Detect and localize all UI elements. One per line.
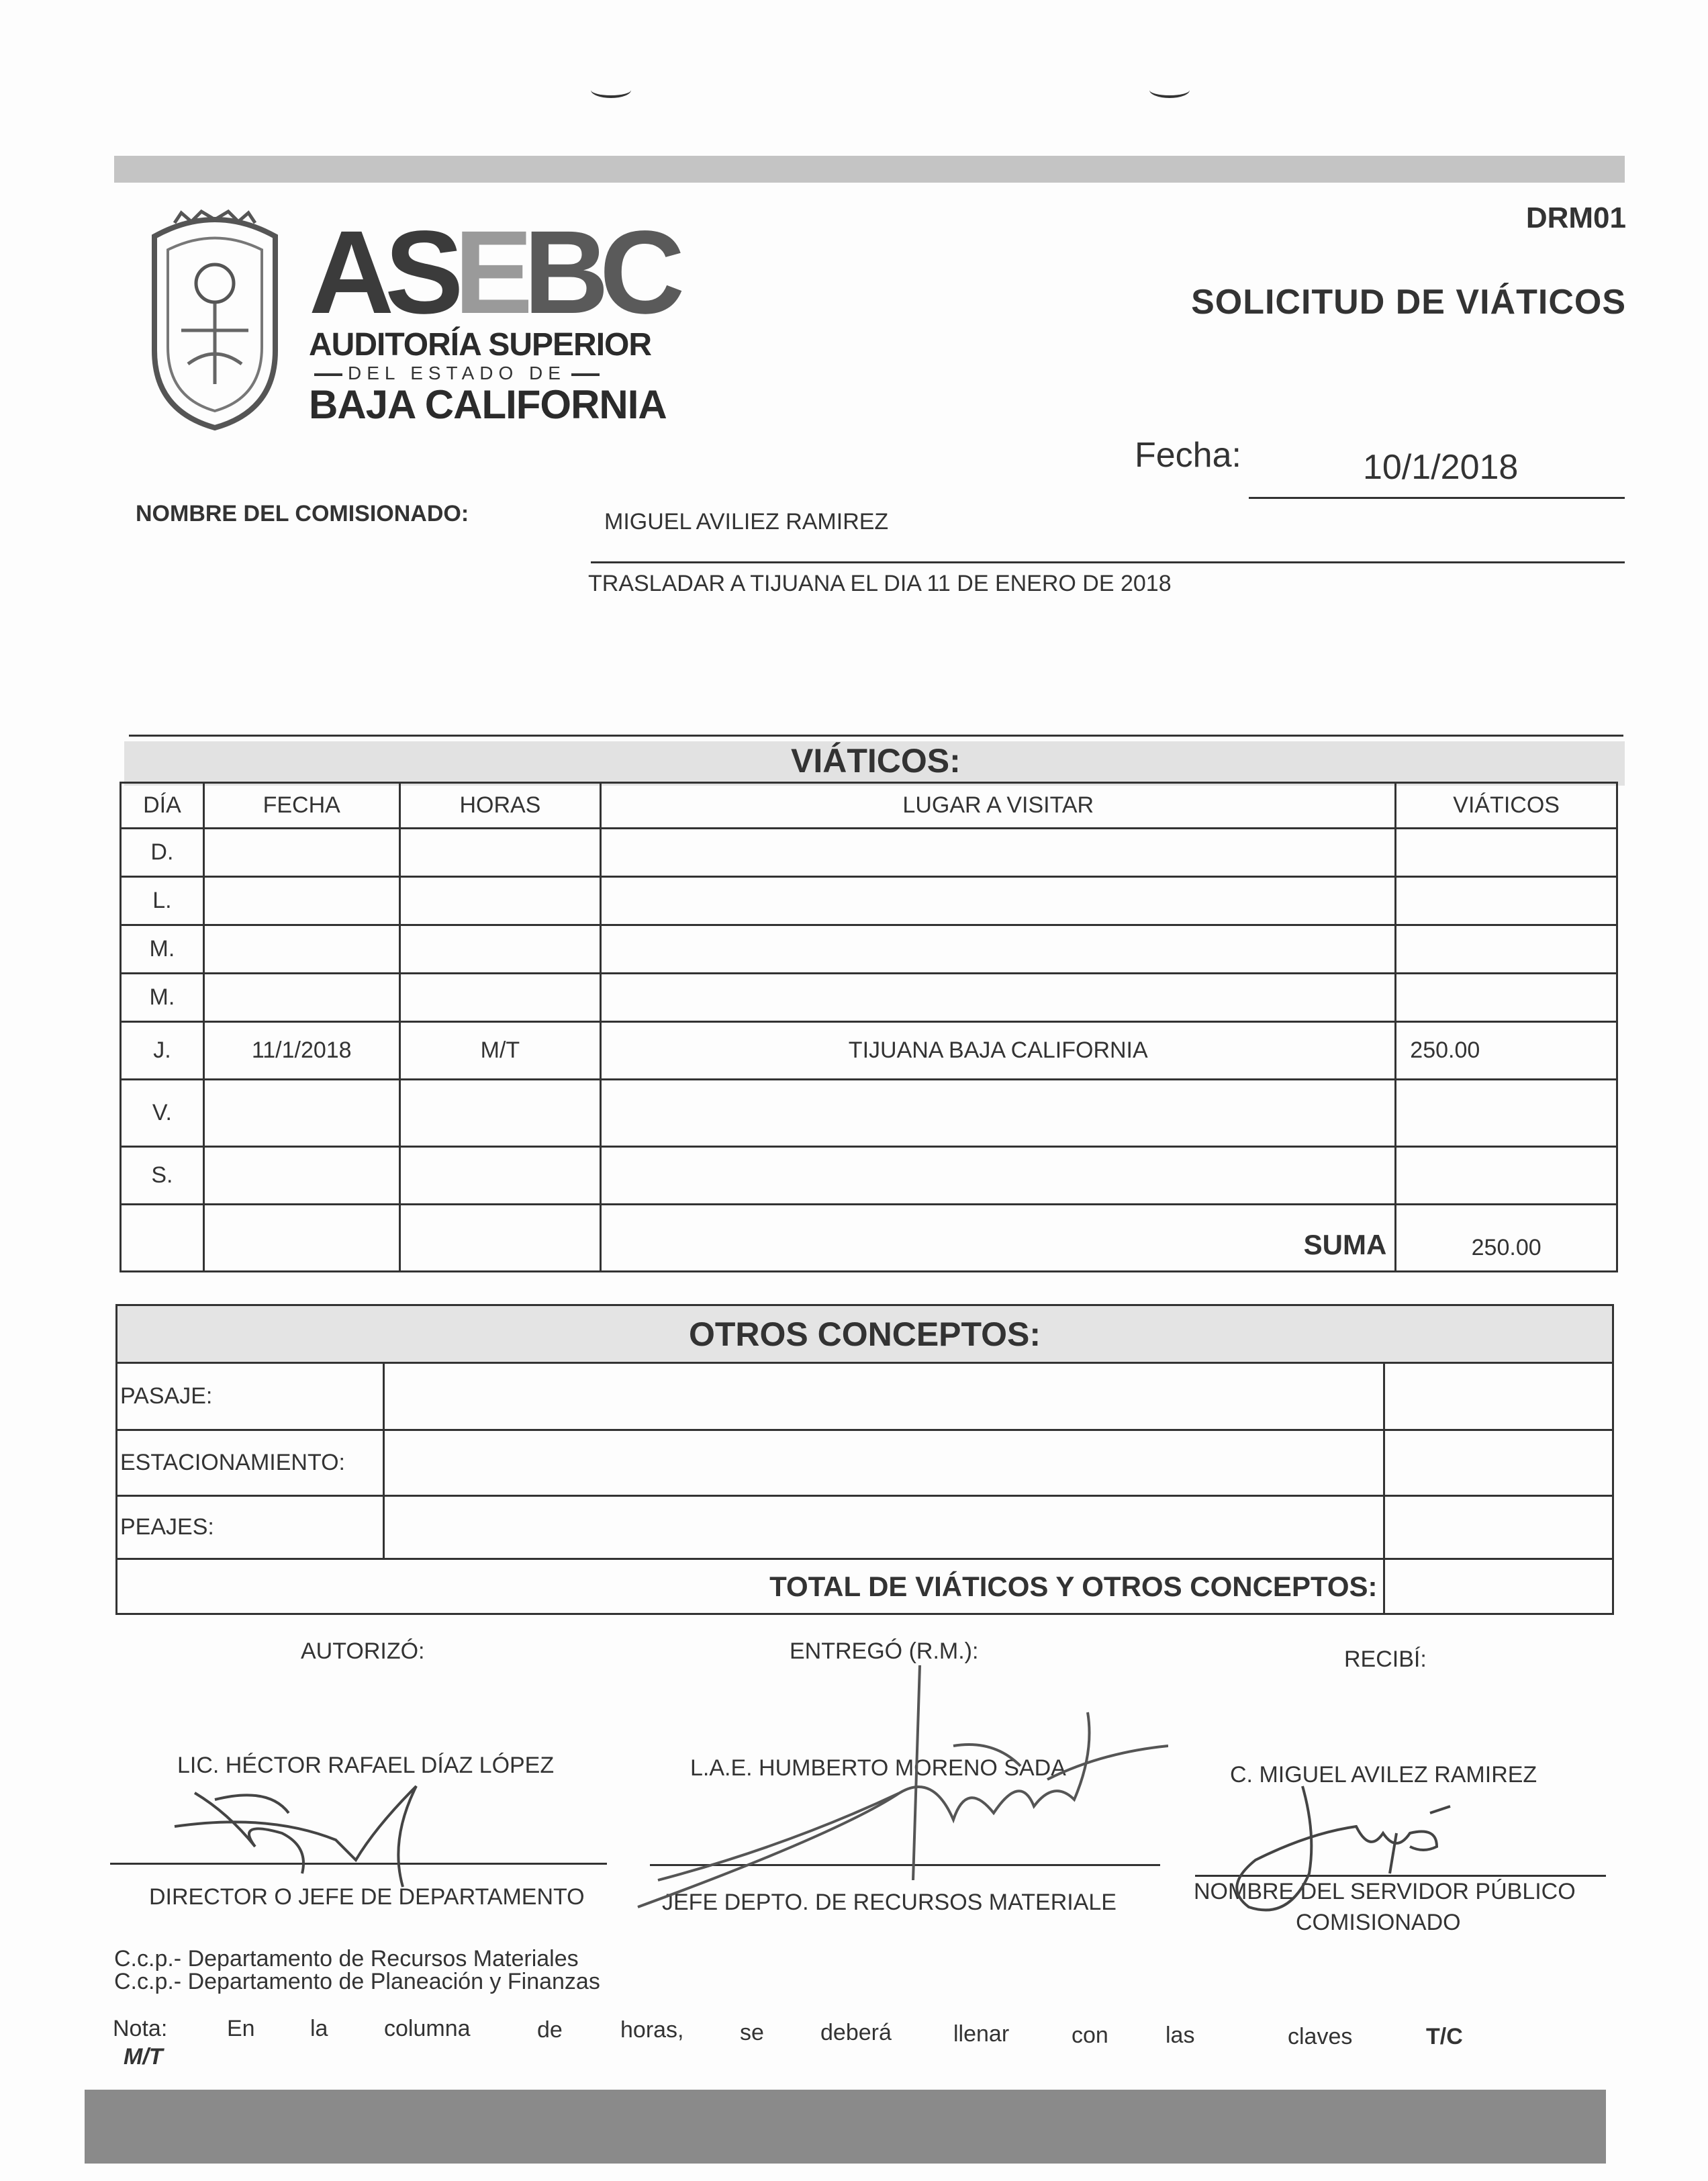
cell-lugar[interactable] [601,974,1396,1022]
cell-fecha[interactable] [203,877,399,925]
cell-horas[interactable] [399,1080,601,1147]
signature-autorizo-icon [134,1773,457,1894]
signature-recibi-icon [1208,1773,1517,1941]
nota-word: claves [1288,2024,1353,2049]
cell-horas[interactable] [399,974,601,1022]
recibi-name: C. MIGUEL AVILEZ RAMIREZ [1230,1762,1537,1788]
col-viaticos: VIÁTICOS [1396,783,1617,829]
cell-dia: D. [121,829,204,877]
viaticos-title: VIÁTICOS: [791,742,961,780]
comisionado-label: NOMBRE DEL COMISIONADO: [136,501,469,526]
table-row [117,1363,1613,1430]
punch-hole-left [591,82,631,98]
nota-word: llenar [953,2021,1010,2047]
total-label: TOTAL DE VIÁTICOS Y OTROS CONCEPTOS: [117,1559,1384,1614]
comisionado-value[interactable]: MIGUEL AVILIEZ RAMIREZ [604,509,889,535]
otros-detail[interactable] [383,1496,1384,1559]
entrego-caption: ENTREGÓ (R.M.): [790,1638,979,1664]
autorizo-caption: AUTORIZÓ: [301,1638,425,1664]
cell-viaticos[interactable]: 250.00 [1396,1022,1617,1080]
table-row [121,1147,1617,1205]
otros-label: PEAJES: [117,1496,384,1559]
separator-line [129,735,1623,737]
cell-dia: M. [121,974,204,1022]
ccp-line-2: C.c.p.- Departamento de Planeación y Finanzas [114,1969,600,1994]
col-fecha: FECHA [203,783,399,829]
cell-fecha[interactable] [203,829,399,877]
col-lugar: LUGAR A VISITAR [601,783,1396,829]
nota-key-tc: T/C [1426,2024,1463,2049]
cell-dia: V. [121,1080,204,1147]
cell-fecha[interactable] [203,1080,399,1147]
otros-detail[interactable] [383,1363,1384,1430]
table-row [121,1022,1617,1080]
recibi-caption: RECIBÍ: [1344,1646,1427,1672]
table-row [121,974,1617,1022]
logo-line-1: AUDITORÍA SUPERIOR [309,327,652,363]
cell-horas[interactable] [399,925,601,974]
cell-fecha[interactable] [203,925,399,974]
nota-word: columna [384,2016,471,2041]
entrego-role: JEFE DEPTO. DE RECURSOS MATERIALE [662,1890,1117,1915]
nota-word: En [227,2016,255,2041]
cell-viaticos[interactable] [1396,1080,1617,1147]
nota-word: con [1072,2023,1108,2048]
viaticos-header-row [121,783,1617,829]
nota-word: se [740,2020,764,2045]
logo-line-3: BAJA CALIFORNIA [309,382,667,427]
logo-line-2: DEL ESTADO DE [309,363,605,384]
autorizo-role: DIRECTOR O JEFE DE DEPARTAMENTO [149,1884,585,1910]
form-code: DRM01 [1525,201,1626,234]
cell-horas[interactable] [399,1147,601,1205]
table-row [117,1430,1613,1496]
otros-value[interactable] [1384,1496,1613,1559]
fecha-value[interactable]: 10/1/2018 [1363,448,1519,487]
cell-lugar[interactable] [601,1147,1396,1205]
viaticos-table [120,782,1618,1272]
cell-lugar[interactable] [601,1080,1396,1147]
logo-acronym: ASEBC [309,207,676,338]
cell-dia: S. [121,1147,204,1205]
cell-fecha[interactable]: 11/1/2018 [203,1022,399,1080]
table-row [121,925,1617,974]
cell-fecha[interactable] [203,974,399,1022]
nota-word: deberá [820,2020,892,2045]
nota-word: de [537,2017,563,2043]
cell-viaticos[interactable] [1396,1147,1617,1205]
entrego-name: L.A.E. HUMBERTO MORENO SADA [690,1755,1066,1781]
cell-lugar[interactable] [601,925,1396,974]
top-gray-bar [114,156,1625,183]
state-seal-icon [141,210,289,431]
cell-dia: M. [121,925,204,974]
suma-value[interactable]: 250.00 [1396,1205,1617,1272]
otros-table [115,1304,1614,1615]
cell-lugar[interactable] [601,829,1396,877]
cell-dia: L. [121,877,204,925]
cell-lugar[interactable] [601,877,1396,925]
cell-viaticos[interactable] [1396,925,1617,974]
nota-word: la [310,2016,328,2041]
bottom-gray-bar [85,2090,1606,2164]
cell-horas[interactable] [399,877,601,925]
motivo-text[interactable]: TRASLADAR A TIJUANA EL DIA 11 DE ENERO DE 2018 [588,571,1172,596]
col-horas: HORAS [399,783,601,829]
table-row [117,1496,1613,1559]
col-dia: DÍA [121,783,204,829]
otros-title-row [117,1305,1613,1363]
cell-viaticos[interactable] [1396,829,1617,877]
cell-dia: J. [121,1022,204,1080]
table-row [121,1080,1617,1147]
suma-row [121,1205,1617,1272]
total-row [117,1559,1613,1614]
nota-word: horas, [620,2017,684,2043]
recibi-role-2: COMISIONADO [1296,1910,1461,1935]
nota-word: las [1166,2023,1195,2048]
fecha-underline [1249,497,1625,499]
cell-lugar[interactable]: TIJUANA BAJA CALIFORNIA [601,1022,1396,1080]
otros-detail[interactable] [383,1430,1384,1496]
signature-entrego-icon [618,1659,1168,1941]
table-row [121,829,1617,877]
ccp-line-1: C.c.p.- Departamento de Recursos Materiales [114,1946,579,1971]
cell-fecha[interactable] [203,1147,399,1205]
cell-horas[interactable]: M/T [399,1022,601,1080]
cell-horas[interactable] [399,829,601,877]
fecha-label: Fecha: [1135,436,1241,475]
autorizo-name: LIC. HÉCTOR RAFAEL DÍAZ LÓPEZ [177,1753,555,1778]
nota-key-mt: M/T [124,2044,163,2070]
nota-word: Nota: [113,2016,168,2041]
total-value[interactable] [1384,1559,1613,1614]
otros-title: OTROS CONCEPTOS: [117,1305,1613,1363]
punch-hole-right [1149,82,1190,98]
suma-label: SUMA [601,1205,1396,1272]
otros-value[interactable] [1384,1363,1613,1430]
form-title: SOLICITUD DE VIÁTICOS [1191,283,1626,322]
cell-viaticos[interactable] [1396,974,1617,1022]
otros-value[interactable] [1384,1430,1613,1496]
table-row [121,877,1617,925]
otros-label: ESTACIONAMIENTO: [117,1430,384,1496]
recibi-role-1: NOMBRE DEL SERVIDOR PÚBLICO [1194,1879,1576,1904]
cell-viaticos[interactable] [1396,877,1617,925]
otros-label: PASAJE: [117,1363,384,1430]
comisionado-underline [591,561,1625,563]
